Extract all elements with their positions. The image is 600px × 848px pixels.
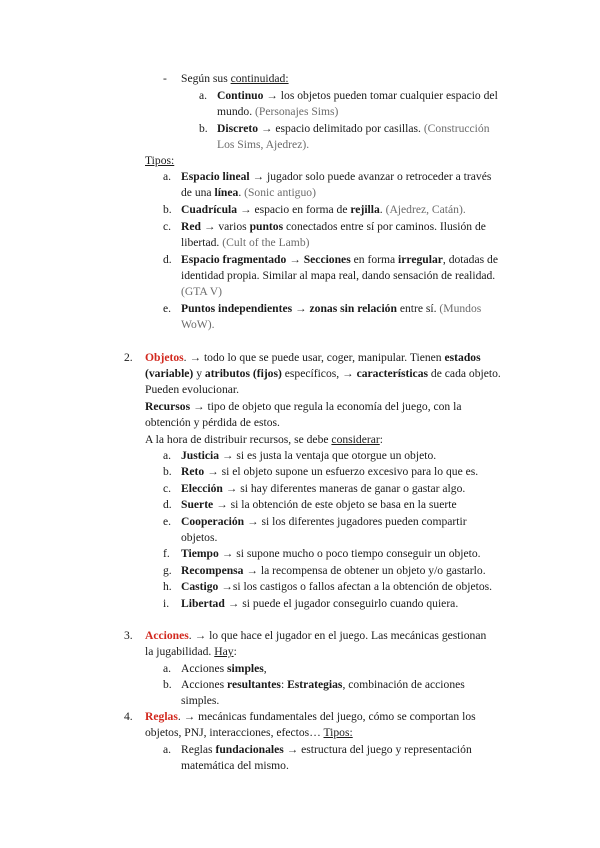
objetos-paragraph-line2: (variable) y atributos (fijos) específicos, → características de cada objeto.: [145, 367, 501, 380]
objetos-paragraph: Objetos. → todo lo que se puede usar, coger, manipular. Tienen estados: [145, 351, 481, 364]
list-item-cuadricula: Cuadrícula → espacio en forma de rejilla. (Ajedrez, Catán).: [181, 203, 466, 216]
reglas-paragraph-cont: objetos, PNJ, interacciones, efectos… Tipos:: [145, 726, 353, 739]
list-marker: b.: [163, 203, 172, 216]
list-item-acciones-simples: Acciones simples,: [181, 662, 267, 675]
list-marker: c.: [163, 482, 172, 495]
list-marker: 4.: [124, 710, 133, 723]
list-marker: g.: [163, 564, 172, 577]
reglas-paragraph: Reglas. → mecánicas fundamentales del juego, cómo se comportan los: [145, 710, 476, 723]
list-marker: 2.: [124, 351, 133, 364]
list-item-espacio-lineal: Espacio lineal → jugador solo puede avanzar o retroceder a través: [181, 170, 492, 183]
list-item-reglas-fundacionales: Reglas fundacionales → estructura del juego y representación: [181, 743, 472, 756]
list-marker: e.: [163, 515, 172, 528]
list-marker: a.: [163, 662, 172, 675]
list-marker: e.: [163, 302, 172, 315]
list-item-discreto-cont: Los Sims, Ajedrez).: [217, 138, 310, 151]
list-marker: i.: [163, 597, 170, 610]
list-marker: a.: [199, 89, 208, 102]
list-item-discreto: Discreto → espacio delimitado por casillas. (Construcción: [217, 122, 490, 135]
list-marker: f.: [163, 547, 170, 560]
list-item-tiempo: Tiempo → si supone mucho o poco tiempo conseguir un objeto.: [181, 547, 481, 560]
list-marker: b.: [163, 465, 172, 478]
list-item-cooperacion: Cooperación → si los diferentes jugadores pueden compartir: [181, 515, 467, 528]
list-marker: c.: [163, 220, 172, 233]
list-marker: -: [163, 72, 167, 85]
list-item-continuo-cont: mundo. (Personajes Sims): [217, 105, 339, 118]
list-marker: h.: [163, 580, 172, 593]
list-item-espacio-lineal-cont: de una línea. (Sonic antiguo): [181, 186, 316, 199]
list-marker: a.: [163, 743, 172, 756]
list-item-puntos-independientes: Puntos independientes → zonas sin relación entre sí. (Mundos: [181, 302, 482, 315]
list-item-acciones-resultantes: Acciones resultantes: Estrategias, combinación de acciones: [181, 678, 465, 691]
list-marker: d.: [163, 253, 172, 266]
list-marker: b.: [199, 122, 208, 135]
list-item-libertad: Libertad → si puede el jugador conseguirlo cuando quiera.: [181, 597, 459, 610]
list-item-puntos-independientes-cont: WoW).: [181, 318, 215, 331]
list-item-reglas-fundacionales-cont: matemática del mismo.: [181, 759, 289, 772]
distribuir-heading: A la hora de distribuir recursos, se debe considerar:: [145, 433, 383, 446]
list-item-espacio-fragmentado-example: (GTA V): [181, 285, 223, 298]
list-item-reto: Reto → si el objeto supone un esfuerzo excesivo para lo que es.: [181, 465, 479, 478]
acciones-paragraph: Acciones. → lo que hace el jugador en el juego. Las mecánicas gestionan: [145, 629, 487, 642]
list-marker: b.: [163, 678, 172, 691]
tipos-heading: Tipos:: [145, 154, 175, 167]
list-marker: 3.: [124, 629, 133, 642]
list-marker: a.: [163, 449, 172, 462]
list-item-eleccion: Elección → si hay diferentes maneras de ganar o gastar algo.: [181, 482, 466, 495]
list-item-espacio-fragmentado: Espacio fragmentado → Secciones en forma irregular, dotadas de: [181, 253, 498, 266]
list-marker: a.: [163, 170, 172, 183]
list-item-suerte: Suerte → si la obtención de este objeto se basa en la suerte: [181, 498, 457, 511]
list-item-espacio-fragmentado-cont: identidad propia. Similar al mapa real, dando sensación de realidad.: [181, 269, 496, 282]
objetos-paragraph-line3: Pueden evolucionar.: [145, 383, 240, 396]
list-marker: d.: [163, 498, 172, 511]
list-item-red-cont: libertad. (Cult of the Lamb): [181, 236, 310, 249]
recursos-paragraph: Recursos → tipo de objeto que regula la economía del juego, con la: [145, 400, 462, 413]
list-item-continuo: Continuo → los objetos pueden tomar cualquier espacio del: [217, 89, 498, 102]
list-item-acciones-resultantes-cont: simples.: [181, 694, 220, 707]
recursos-paragraph-cont: obtención y pérdida de estos.: [145, 416, 280, 429]
list-item-justicia: Justicia → si es justa la ventaja que otorgue un objeto.: [181, 449, 437, 462]
acciones-paragraph-cont: la jugabilidad. Hay:: [145, 645, 237, 658]
continuidad-heading: Según sus continuidad:: [181, 72, 289, 85]
list-item-red: Red → varios puntos conectados entre sí por caminos. Ilusión de: [181, 220, 486, 233]
list-item-castigo: Castigo →si los castigos o fallos afectan a la obtención de objetos.: [181, 580, 493, 593]
list-item-recompensa: Recompensa → la recompensa de obtener un objeto y/o gastarlo.: [181, 564, 486, 577]
list-item-cooperacion-cont: objetos.: [181, 531, 218, 544]
